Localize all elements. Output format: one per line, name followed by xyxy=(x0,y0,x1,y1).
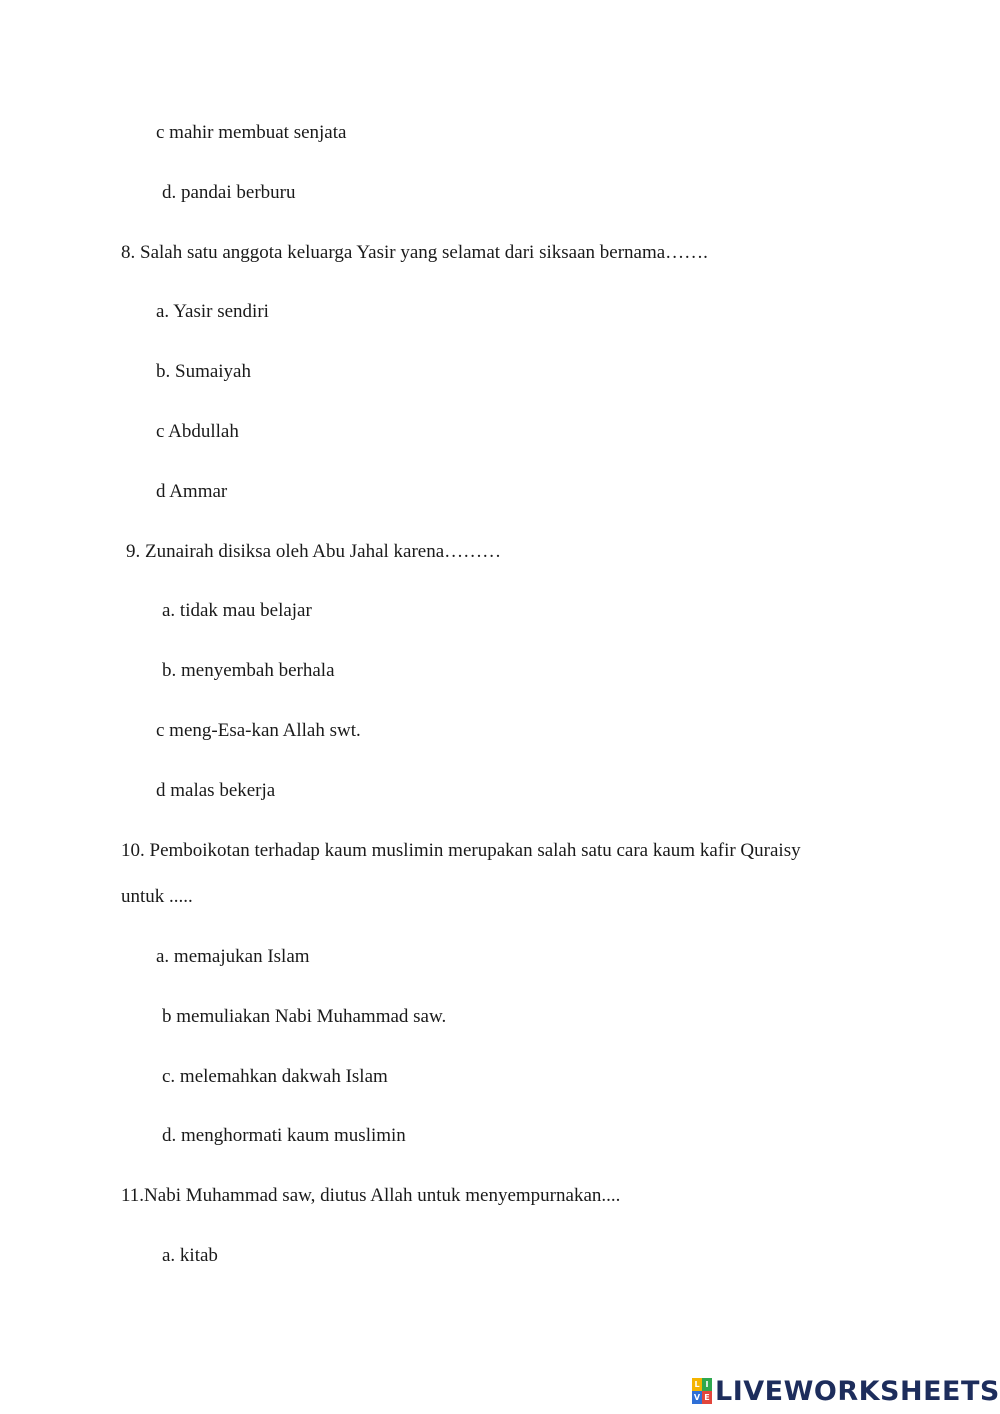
logo-letter-v: V xyxy=(693,1393,701,1402)
question-8: 8. Salah satu anggota keluarga Yasir yang selamat dari siksaan bernama……. xyxy=(121,242,708,263)
liveworksheets-logo xyxy=(692,1376,1000,1406)
q7-option-c: c mahir membuat senjata xyxy=(156,122,347,143)
q10-option-c: c. melemahkan dakwah Islam xyxy=(162,1066,388,1087)
logo-letter-l: L xyxy=(692,1378,702,1391)
question-9: 9. Zunairah disiksa oleh Abu Jahal karena……… xyxy=(126,541,502,562)
logo-letter-i: I xyxy=(702,1378,712,1391)
q9-option-c: c meng-Esa-kan Allah swt. xyxy=(156,720,361,741)
q8-option-d: d Ammar xyxy=(156,481,228,502)
live-logo-icon xyxy=(692,1378,712,1404)
q8-option-c: c Abdullah xyxy=(156,421,239,442)
question-10-line-1: 10. Pemboikotan terhadap kaum muslimin merupakan salah satu cara kaum kafir Quraisy xyxy=(121,840,801,861)
q10-option-a: a. memajukan Islam xyxy=(156,946,310,967)
q9-option-b: b. menyembah berhala xyxy=(162,660,335,681)
logo-letter-e: E xyxy=(702,1391,712,1404)
q7-option-d: d. pandai berburu xyxy=(162,182,296,203)
question-11: 11.Nabi Muhammad saw, diutus Allah untuk menyempurnakan.... xyxy=(121,1185,621,1206)
question-10-line-2: untuk ..... xyxy=(121,886,193,907)
q11-option-a: a. kitab xyxy=(162,1245,218,1266)
q10-option-d: d. menghormati kaum muslimin xyxy=(162,1125,406,1146)
q9-option-a: a. tidak mau belajar xyxy=(162,600,312,621)
q8-option-a: a. Yasir sendiri xyxy=(156,301,269,322)
q8-option-b: b. Sumaiyah xyxy=(156,361,251,382)
q10-option-b: b memuliakan Nabi Muhammad saw. xyxy=(162,1006,447,1027)
q9-option-d: d malas bekerja xyxy=(156,780,276,801)
logo-wordmark: LIVEWORKSHEETS xyxy=(715,1375,1000,1407)
